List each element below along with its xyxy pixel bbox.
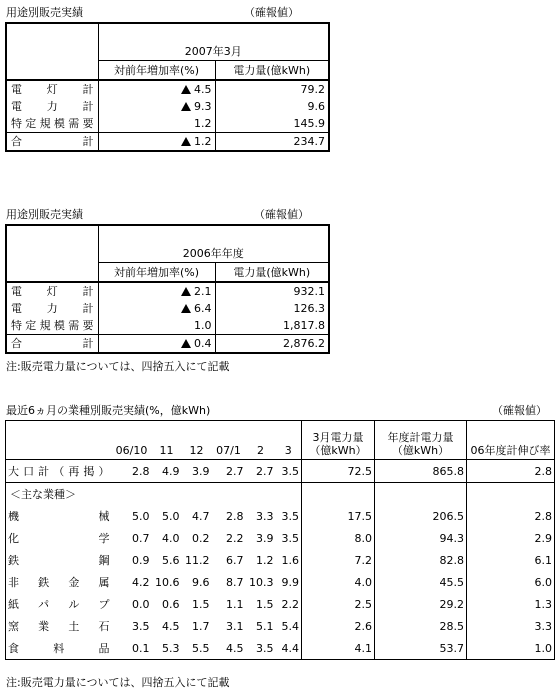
table3-month: 3 [276,421,302,460]
month-value: 8.7 [226,575,244,589]
amount-cell: 126.3 [215,300,329,317]
row-label: 鉄鋼 [8,553,110,567]
empty-cell [375,483,467,506]
month-value: 3.9 [256,531,274,545]
rate-cell [98,335,215,354]
month-value: 2.8 [112,460,152,483]
table3-title: 最近6ヵ月の業種別販売実績(%，億kWh) [6,404,211,417]
year-value: 53.7 [375,637,467,660]
table3-month: 12 [182,421,212,460]
month-value: 3.9 [182,460,212,483]
month-value: 2.8 [226,509,244,523]
month-value: 5.0 [132,509,150,523]
amount-cell: 1,817.8 [215,317,329,335]
row-label: 食料品 [8,641,110,655]
month-value: 1.7 [192,619,210,633]
triangle-icon [181,287,191,296]
rate-value: 6.4 [194,302,212,315]
month-value: 0.1 [132,641,150,655]
month-value: 3.1 [226,619,244,633]
row-label: 電力計 [6,98,98,115]
rate-cell [98,133,215,152]
month-value: 3.5 [276,460,302,483]
row-label: 電灯計 [6,80,98,98]
row-label: 特定規模需要 [6,317,98,335]
table1-col-amount: 電力量(億kWh) [215,61,329,81]
row-label: 大口計（再掲） [6,460,112,483]
triangle-icon [181,304,191,313]
table2-status: （確報値） [254,208,309,221]
empty-cell [246,483,276,506]
march-value: 4.0 [302,571,375,593]
rate-value: 4.5 [194,83,212,96]
table-row [6,460,555,483]
month-value: 3.5 [132,619,150,633]
section-label: ＜主な業種＞ [10,487,76,501]
row-label: 合計 [6,335,98,354]
empty-cell [152,483,182,506]
table-row [6,335,329,354]
rate-value: 0.4 [194,337,212,350]
month-value: 9.9 [281,575,299,589]
march-value: 7.2 [302,549,375,571]
month-value: 4.5 [162,619,180,633]
table-row [6,282,329,300]
empty-cell [182,483,212,506]
rate-cell [98,300,215,317]
table3-month: 07/1 [212,421,246,460]
rate-value: 1.0 [467,637,555,660]
month-value: 1.5 [192,597,210,611]
rate-value: 2.9 [467,527,555,549]
march-value: 2.5 [302,593,375,615]
month-value: 0.0 [132,597,150,611]
month-value: 4.2 [132,575,150,589]
table3-corner [6,421,112,460]
month-value: 5.6 [162,553,180,567]
table2-period: 2006年年度 [98,225,329,263]
month-value: 3.5 [281,509,299,523]
month-value: 4.0 [162,531,180,545]
table-row [6,80,329,98]
row-label: 窯業土石 [8,619,110,633]
row-label: 非鉄金属 [8,575,110,589]
table2-note: 注:販売電力量については、四捨五入にて記載 [6,360,230,373]
month-value: 10.6 [155,575,180,589]
triangle-icon [181,102,191,111]
rate-value: 1.3 [467,593,555,615]
table2-corner [6,225,98,282]
table3-month: 11 [152,421,182,460]
month-value: 5.5 [192,641,210,655]
month-value: 2.2 [281,597,299,611]
year-value: 28.5 [375,615,467,637]
table-row [6,637,555,660]
rate-cell [98,282,215,300]
table-row [6,317,329,335]
year-value: 94.3 [375,527,467,549]
table1-title: 用途別販売実績 [6,6,83,19]
empty-cell [276,483,302,506]
table-row [6,133,329,152]
month-value: 1.5 [256,597,274,611]
amount-cell: 9.6 [215,98,329,115]
rate-value: 6.0 [467,571,555,593]
rate-value: 1.2 [194,135,212,148]
month-value: 0.9 [132,553,150,567]
month-value: 4.9 [152,460,182,483]
rate-value: 1.0 [194,319,212,332]
month-value: 5.1 [256,619,274,633]
month-value: 3.5 [256,641,274,655]
march-value: 8.0 [302,527,375,549]
month-value: 1.6 [281,553,299,567]
table-row [6,115,329,133]
month-value: 1.2 [256,553,274,567]
year-value: 82.8 [375,549,467,571]
empty-cell [467,483,555,506]
rate-value: 6.1 [467,549,555,571]
table2-col-rate: 対前年増加率(%) [98,263,215,283]
table2-title: 用途別販売実績 [6,208,83,221]
table-row [6,593,555,615]
month-value: 3.5 [281,531,299,545]
month-value: 5.4 [281,619,299,633]
table3-month: 06/10 [112,421,152,460]
amount-cell: 79.2 [215,80,329,98]
amount-cell: 2,876.2 [215,335,329,354]
month-value: 2.7 [246,460,276,483]
table3-note: 注:販売電力量については、四捨五入にて記載 [6,676,230,689]
table3-status: （確報値） [492,404,547,417]
row-label: 特定規模需要 [6,115,98,133]
march-value: 72.5 [302,460,375,483]
table-row [6,571,555,593]
rate-cell [98,115,215,133]
month-value: 0.7 [132,531,150,545]
table1-col-rate: 対前年増加率(%) [98,61,215,81]
month-value: 6.7 [226,553,244,567]
table3 [5,420,555,660]
year-value: 206.5 [375,505,467,527]
triangle-icon [181,85,191,94]
month-value: 5.0 [162,509,180,523]
table-row [6,98,329,115]
amount-cell: 932.1 [215,282,329,300]
march-value: 4.1 [302,637,375,660]
table-row [6,505,555,527]
month-value: 3.3 [256,509,274,523]
table1-period: 2007年3月 [98,23,329,61]
month-value: 5.3 [162,641,180,655]
month-value: 4.4 [281,641,299,655]
month-value: 2.7 [212,460,246,483]
month-value: 1.1 [226,597,244,611]
table3-col-year: 年度計電力量（億kWh） [375,421,467,460]
month-value: 0.6 [162,597,180,611]
section-row [6,483,555,506]
row-label: 電力計 [6,300,98,317]
table1-status: （確報値） [244,6,299,19]
empty-cell [212,483,246,506]
table-row [6,549,555,571]
month-value: 9.6 [192,575,210,589]
table-row [6,300,329,317]
table2 [5,224,330,354]
row-label: 機械 [8,509,110,523]
table3-month: 2 [246,421,276,460]
rate-value: 2.8 [467,505,555,527]
rate-value: 9.3 [194,100,212,113]
table3-col-rate: 06年度計伸び率 [467,421,555,460]
rate-cell [98,317,215,335]
triangle-icon [181,137,191,146]
empty-cell [302,483,375,506]
rate-cell [98,98,215,115]
month-value: 4.5 [226,641,244,655]
month-value: 2.2 [226,531,244,545]
year-value: 865.8 [375,460,467,483]
month-value: 4.7 [192,509,210,523]
empty-cell [112,483,152,506]
rate-value: 3.3 [467,615,555,637]
rate-value: 2.8 [467,460,555,483]
year-value: 29.2 [375,593,467,615]
amount-cell: 234.7 [215,133,329,152]
table1 [5,22,330,152]
march-value: 2.6 [302,615,375,637]
rate-value: 1.2 [194,117,212,130]
rate-cell [98,80,215,98]
row-label: 紙パルプ [8,597,110,611]
row-label: 化学 [8,531,110,545]
table3-col-march: 3月電力量（億kWh） [302,421,375,460]
month-value: 0.2 [192,531,210,545]
table1-corner [6,23,98,80]
month-value: 10.3 [249,575,274,589]
table-row [6,615,555,637]
month-value: 11.2 [185,553,210,567]
row-label: 合計 [6,133,98,152]
march-value: 17.5 [302,505,375,527]
year-value: 45.5 [375,571,467,593]
triangle-icon [181,339,191,348]
table-row [6,527,555,549]
rate-value: 2.1 [194,285,212,298]
amount-cell: 145.9 [215,115,329,133]
table2-col-amount: 電力量(億kWh) [215,263,329,283]
row-label: 電灯計 [6,282,98,300]
